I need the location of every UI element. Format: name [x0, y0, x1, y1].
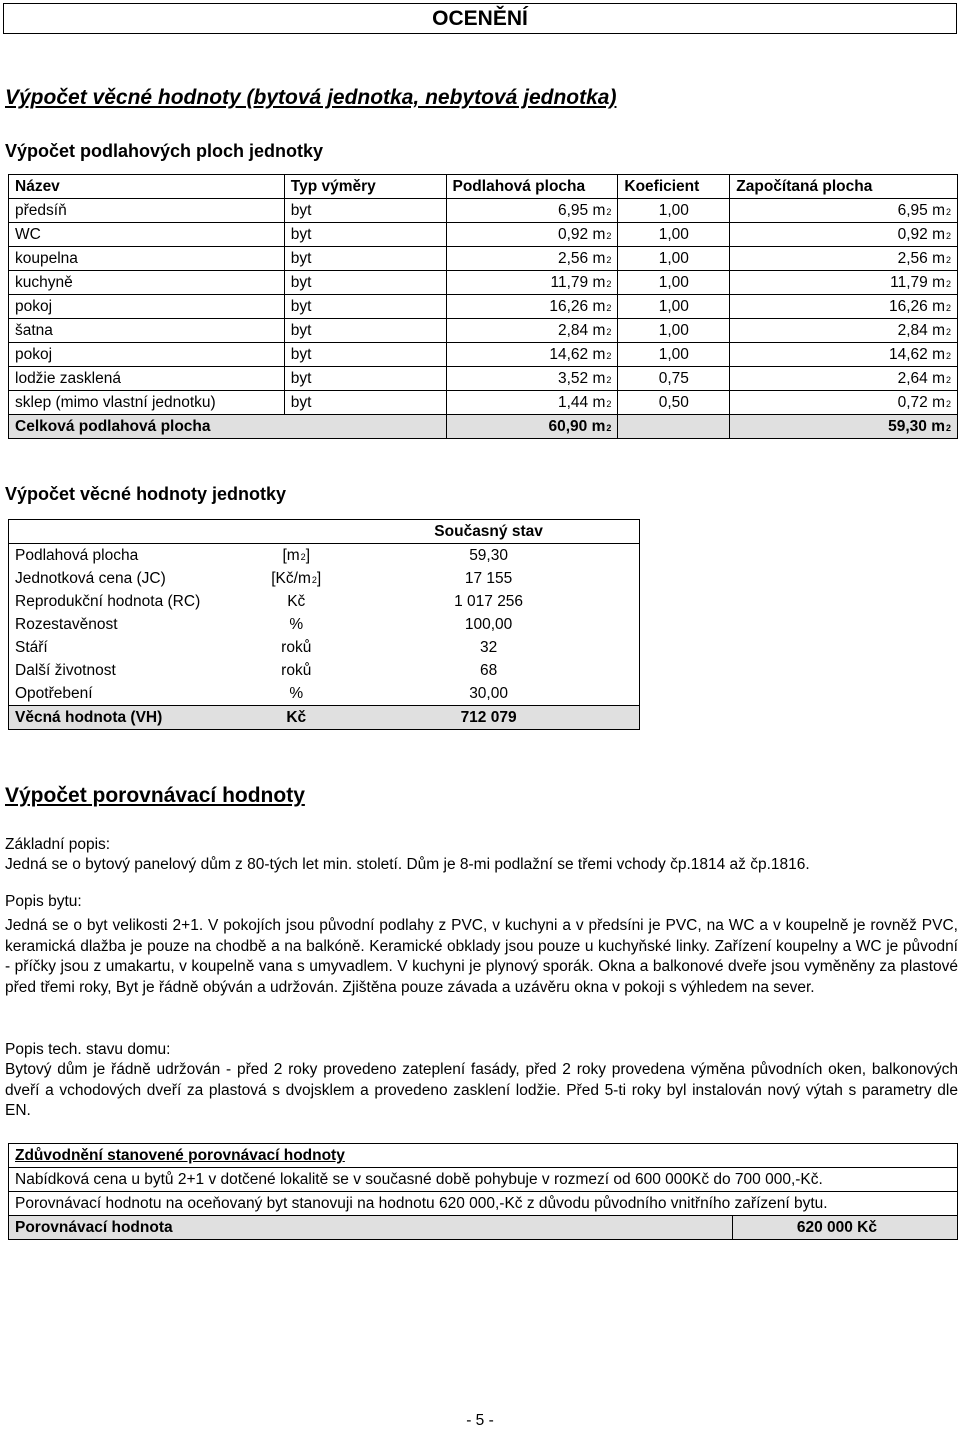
value-row — [9, 613, 640, 636]
value-header-row — [9, 520, 640, 544]
justification-table — [8, 1143, 958, 1240]
area-value-cell: 14,62 $m^2$ — [446, 343, 618, 367]
area-header-row — [9, 175, 958, 199]
area-counted-cell: 0,72 $m^2$ — [730, 391, 958, 415]
area-coef-cell: 1,00 — [618, 343, 730, 367]
unit-exponent: 2 — [945, 351, 951, 361]
area-value-cell: 16,26 $m^2$ — [446, 295, 618, 319]
area-coef-cell: 1,00 — [618, 223, 730, 247]
area-value-cell: 2,56 $m^2$ — [446, 247, 618, 271]
area-counted-cell: 16,26 $m^2$ — [730, 295, 958, 319]
value-unit-cell: $[Kč/m^2]$ — [271, 570, 322, 587]
value-number-cell: 59,30 — [338, 544, 639, 568]
justification-result-row — [9, 1216, 958, 1240]
basic-text: Jedná se o bytový panelový dům z 80-tých let min. století. Dům je 8-mi podlažní se třemi vchody čp.1814 až čp.1816. — [5, 856, 810, 873]
page-title: OCENĚNÍ — [3, 3, 957, 34]
justification-heading: Zdůvodnění stanovené porovnávací hodnoty — [9, 1144, 958, 1168]
value-row — [9, 590, 640, 613]
area-total-label: Celková podlahová plocha — [9, 415, 447, 439]
area-name-cell: kuchyně — [9, 271, 285, 295]
area-value-cell: 1,44 $m^2$ — [446, 391, 618, 415]
area-name-cell: pokoj — [9, 343, 285, 367]
area-value-cell: 3,52 $m^2$ — [446, 367, 618, 391]
flat-label: Popis bytu: — [5, 893, 82, 910]
area-name-cell: šatna — [9, 319, 285, 343]
area-type-cell: byt — [284, 199, 446, 223]
area-type-cell: byt — [284, 223, 446, 247]
value-number-cell: 17 155 — [338, 567, 639, 590]
value-label-cell: Podlahová plocha — [9, 544, 255, 568]
value-number-cell: 32 — [338, 636, 639, 659]
basic-label: Základní popis: — [5, 836, 111, 853]
value-number-cell: 30,00 — [338, 682, 639, 706]
area-row — [9, 199, 958, 223]
area-counted-cell: 14,62 $m^2$ — [730, 343, 958, 367]
area-table-body — [9, 175, 958, 439]
compare-heading: Výpočet porovnávací hodnoty — [5, 784, 305, 807]
area-coef-cell: 1,00 — [618, 295, 730, 319]
unit-exponent: 2 — [945, 423, 951, 433]
value-label-cell: Rozestavěnost — [9, 613, 255, 636]
tech-text: Bytový dům je řádně udržován - před 2 roky provedeno zateplení fasády, před 2 roky provedena výměna původních oken, balkonových dveří a vchodových dveří za plastová s dvojsklem a provedeno zasklení lodžie. Před 5-ti roky byl instalován nový výtah s parametry dle EN. — [5, 1061, 958, 1119]
value-unit-cell: roků — [281, 662, 312, 679]
area-counted-cell: 2,56 $m^2$ — [730, 247, 958, 271]
value-number-cell: 68 — [338, 659, 639, 682]
header-name: Název — [9, 175, 285, 199]
areas-heading: Výpočet podlahových ploch jednotky — [5, 141, 324, 161]
area-total-row — [9, 415, 958, 439]
area-name-cell: koupelna — [9, 247, 285, 271]
area-type-cell: byt — [284, 391, 446, 415]
area-name-cell: lodžie zasklená — [9, 367, 285, 391]
unit-exponent: 2 — [945, 279, 951, 289]
unit-exponent: 2 — [606, 423, 612, 433]
header-coef: Koeficient — [618, 175, 730, 199]
area-table — [8, 174, 958, 439]
area-counted-cell: 2,64 $m^2$ — [730, 367, 958, 391]
unit-exponent: 2 — [311, 575, 317, 585]
unit-exponent: 2 — [606, 351, 612, 361]
value-label-cell: Reprodukční hodnota (RC) — [9, 590, 255, 613]
area-total-value: 60,90 $m^2$ — [446, 415, 618, 439]
area-type-cell: byt — [284, 367, 446, 391]
area-row — [9, 391, 958, 415]
area-value-cell: 0,92 $m^2$ — [446, 223, 618, 247]
value-label-cell: Stáří — [9, 636, 255, 659]
unit-exponent: 2 — [606, 375, 612, 385]
value-row — [9, 567, 640, 590]
justification-heading-row — [9, 1144, 958, 1168]
justification-line2-row — [9, 1192, 958, 1216]
justification-line2: Porovnávací hodnotu na oceňovaný byt stanovuji na hodnotu 620 000,-Kč z důvodu původního vnitřního zařízení bytu. — [9, 1192, 958, 1216]
unit-exponent: 2 — [606, 399, 612, 409]
area-counted-cell: 6,95 $m^2$ — [730, 199, 958, 223]
value-number-cell: 100,00 — [338, 613, 639, 636]
value-label-cell: Další životnost — [9, 659, 255, 682]
page-number: - 5 - — [466, 1412, 494, 1429]
value-total-label: Věcná hodnota (VH) — [9, 706, 255, 730]
area-value-cell: 2,84 $m^2$ — [446, 319, 618, 343]
value-heading: Výpočet věcné hodnoty jednotky — [5, 484, 287, 504]
unit-exponent: 2 — [945, 255, 951, 265]
unit-exponent: 2 — [945, 399, 951, 409]
area-name-cell: sklep (mimo vlastní jednotku) — [9, 391, 285, 415]
value-row — [9, 544, 640, 568]
area-row — [9, 367, 958, 391]
area-type-cell: byt — [284, 295, 446, 319]
tech-label: Popis tech. stavu domu: — [5, 1041, 171, 1058]
area-type-cell: byt — [284, 343, 446, 367]
unit-exponent: 2 — [945, 375, 951, 385]
area-name-cell: WC — [9, 223, 285, 247]
unit-exponent: 2 — [945, 231, 951, 241]
value-row — [9, 636, 640, 659]
unit-exponent: 2 — [300, 552, 306, 562]
value-row — [9, 659, 640, 682]
unit-exponent: 2 — [945, 327, 951, 337]
flat-text: Jedná se o byt velikosti 2+1. V pokojích jsou původní podlahy z PVC, v kuchyni a v předsíni je PVC, na WC a v koupelně je rovněž PVC, keramická dlažba je pouze na chodbě a na balkóně. Keramické obklady jsou pouze u kuchyňské linky. Zařízení koupelny a WC je původní - příčky jsou z umakartu, v koupelně vana s umyvadlem. V kuchyni je plynový sporák. Okna a balkonové dveře jsou vyměněny za plastové před třemi roky, Byt je řádně obýván a udržován. Zjištěna pouze závada a uzávěru okna v pokoji s výhledem na sever. — [5, 917, 958, 996]
area-coef-cell: 0,50 — [618, 391, 730, 415]
area-counted-cell: 0,92 $m^2$ — [730, 223, 958, 247]
value-unit-cell: % — [289, 685, 304, 702]
area-row — [9, 247, 958, 271]
area-counted-cell: 11,79 $m^2$ — [730, 271, 958, 295]
unit-exponent: 2 — [606, 231, 612, 241]
unit-exponent: 2 — [606, 255, 612, 265]
value-label-cell: Opotřebení — [9, 682, 255, 706]
unit-exponent: 2 — [606, 303, 612, 313]
area-coef-cell: 1,00 — [618, 247, 730, 271]
header-type: Typ výměry — [284, 175, 446, 199]
unit-exponent: 2 — [606, 207, 612, 217]
area-coef-cell: 0,75 — [618, 367, 730, 391]
unit-exponent: 2 — [606, 327, 612, 337]
result-label: Porovnávací hodnota — [9, 1216, 733, 1240]
value-label-cell: Jednotková cena (JC) — [9, 567, 255, 590]
area-coef-cell: 1,00 — [618, 319, 730, 343]
area-type-cell: byt — [284, 319, 446, 343]
unit-exponent: 2 — [606, 279, 612, 289]
area-row — [9, 223, 958, 247]
area-value-cell: 6,95 $m^2$ — [446, 199, 618, 223]
value-table-body — [9, 520, 640, 730]
result-value: 620 000 Kč — [733, 1216, 958, 1240]
value-row — [9, 682, 640, 706]
value-total-row — [9, 706, 640, 730]
unit-exponent: 2 — [945, 207, 951, 217]
area-row — [9, 271, 958, 295]
area-type-cell: byt — [284, 247, 446, 271]
area-value-cell: 11,79 $m^2$ — [446, 271, 618, 295]
area-coef-cell: 1,00 — [618, 199, 730, 223]
area-type-cell: byt — [284, 271, 446, 295]
value-unit-cell: Kč — [287, 593, 306, 610]
area-total-empty — [618, 415, 730, 439]
area-name-cell: předsíň — [9, 199, 285, 223]
area-coef-cell: 1,00 — [618, 271, 730, 295]
value-unit-cell: roků — [281, 639, 312, 656]
justification-line1-row — [9, 1168, 958, 1192]
header-counted: Započítaná plocha — [730, 175, 958, 199]
area-row — [9, 319, 958, 343]
area-total-counted: 59,30 $m^2$ — [730, 415, 958, 439]
value-total-unit: Kč — [254, 706, 338, 730]
area-row — [9, 343, 958, 367]
header-area: Podlahová plocha — [446, 175, 618, 199]
value-total-number: 712 079 — [338, 706, 639, 730]
value-number-cell: 1 017 256 — [338, 590, 639, 613]
justification-line1: Nabídková cena u bytů 2+1 v dotčené lokalitě se v současné době pohybuje v rozmezí od 600 000Kč do 700 000,-Kč. — [9, 1168, 958, 1192]
value-table — [8, 519, 640, 730]
value-unit-cell: $[m^2]$ — [282, 547, 310, 564]
area-counted-cell: 2,84 $m^2$ — [730, 319, 958, 343]
area-name-cell: pokoj — [9, 295, 285, 319]
unit-exponent: 2 — [945, 303, 951, 313]
area-row — [9, 295, 958, 319]
value-header-current: Současný stav — [338, 520, 639, 544]
main-heading: Výpočet věcné hodnoty (bytová jednotka, nebytová jednotka) — [5, 86, 617, 109]
value-unit-cell: % — [289, 616, 304, 633]
